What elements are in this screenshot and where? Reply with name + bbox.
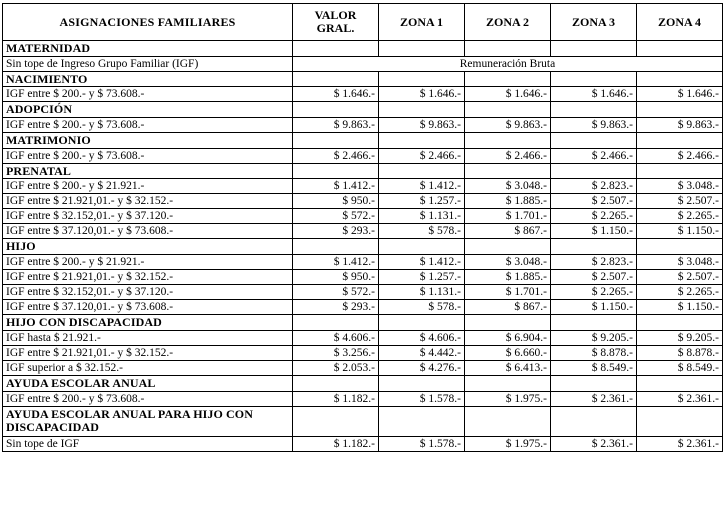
header-row [3,4,723,41]
table-row [3,270,723,285]
row-label: IGF entre $ 200.- y $ 73.608.- [3,117,293,132]
section-heading-label: PRENATAL [3,163,293,179]
row-label: IGF entre $ 200.- y $ 21.921.- [3,255,293,270]
empty-cell [379,71,465,87]
amount-cell: $ 2.361.- [551,436,637,451]
amount-cell: $ 1.131.- [379,285,465,300]
section-heading-label: NACIMIENTO [3,71,293,87]
row-label: IGF entre $ 200.- y $ 21.921.- [3,179,293,194]
amount-cell: $ 2.466.- [465,148,551,163]
amount-cell: $ 8.878.- [637,345,723,360]
amount-cell: $ 4.606.- [379,330,465,345]
empty-cell [551,406,637,436]
empty-cell [379,376,465,392]
empty-cell [379,406,465,436]
empty-cell [637,406,723,436]
empty-cell [293,132,379,148]
amount-cell: $ 2.823.- [551,255,637,270]
amount-cell: $ 8.878.- [551,345,637,360]
amount-cell: $ 1.150.- [551,300,637,315]
amount-cell: $ 572.- [293,209,379,224]
row-label: IGF entre $ 21.921,01.- y $ 32.152.- [3,194,293,209]
row-label: IGF entre $ 32.152,01.- y $ 37.120.- [3,209,293,224]
empty-cell [465,71,551,87]
amount-cell: $ 2.361.- [637,391,723,406]
section-heading-label: AYUDA ESCOLAR ANUAL [3,376,293,392]
amount-cell: $ 1.701.- [465,285,551,300]
row-label: IGF entre $ 37.120,01.- y $ 73.608.- [3,300,293,315]
section-heading-row [3,376,723,392]
section-heading-label: HIJO CON DISCAPACIDAD [3,315,293,331]
row-label: Sin tope de Ingreso Grupo Familiar (IGF) [3,56,293,71]
column-header-zona-3: ZONA 3 [551,4,637,41]
section-heading-row [3,239,723,255]
section-heading-label: HIJO [3,239,293,255]
table-body [3,41,723,452]
amount-cell: $ 2.053.- [293,361,379,376]
row-label: IGF entre $ 32.152,01.- y $ 37.120.- [3,285,293,300]
amount-cell: $ 6.660.- [465,345,551,360]
amount-cell: $ 2.265.- [551,209,637,224]
amount-cell: $ 2.823.- [551,179,637,194]
amount-cell: $ 578.- [379,224,465,239]
empty-cell [637,315,723,331]
amount-cell: $ 9.205.- [551,330,637,345]
amount-cell: $ 293.- [293,224,379,239]
row-label: IGF entre $ 200.- y $ 73.608.- [3,148,293,163]
row-label: IGF superior a $ 32.152.- [3,361,293,376]
table-row [3,87,723,102]
empty-cell [637,239,723,255]
amount-cell: $ 9.863.- [293,117,379,132]
row-label: IGF entre $ 21.921,01.- y $ 32.152.- [3,270,293,285]
empty-cell [379,239,465,255]
row-label: IGF hasta $ 21.921.- [3,330,293,345]
column-header-zona-4: ZONA 4 [637,4,723,41]
amount-cell: $ 4.606.- [293,330,379,345]
amount-cell: $ 6.413.- [465,361,551,376]
amount-cell: $ 1.150.- [637,300,723,315]
amount-cell: $ 4.442.- [379,345,465,360]
empty-cell [293,163,379,179]
amount-cell: $ 2.466.- [551,148,637,163]
amount-cell: $ 4.276.- [379,361,465,376]
amount-cell: $ 3.048.- [637,255,723,270]
empty-cell [551,163,637,179]
table-row [3,255,723,270]
empty-cell [465,132,551,148]
amount-cell: $ 2.507.- [637,270,723,285]
amount-cell: $ 2.361.- [637,436,723,451]
amount-cell: $ 1.646.- [379,87,465,102]
column-header-concept: ASIGNACIONES FAMILIARES [3,4,293,41]
empty-cell [293,239,379,255]
amount-cell: $ 1.975.- [465,436,551,451]
table-row [3,224,723,239]
empty-cell [465,315,551,331]
amount-cell: $ 3.048.- [465,255,551,270]
amount-cell: $ 867.- [465,224,551,239]
amount-cell: $ 2.361.- [551,391,637,406]
empty-cell [379,132,465,148]
amount-cell: $ 2.265.- [637,285,723,300]
amount-cell: $ 1.885.- [465,270,551,285]
section-heading-row [3,102,723,118]
column-header-zona-2: ZONA 2 [465,4,551,41]
row-label: IGF entre $ 200.- y $ 73.608.- [3,87,293,102]
amount-cell: $ 9.863.- [379,117,465,132]
table-row [3,194,723,209]
row-label: Sin tope de IGF [3,436,293,451]
amount-cell: $ 1.578.- [379,391,465,406]
amount-cell: $ 1.578.- [379,436,465,451]
amount-cell: $ 2.265.- [551,285,637,300]
amount-cell: $ 3.048.- [465,179,551,194]
table-row [3,285,723,300]
table-row [3,148,723,163]
empty-cell [379,315,465,331]
table-row [3,117,723,132]
empty-cell [637,41,723,57]
table-row [3,300,723,315]
row-label: IGF entre $ 21.921,01.- y $ 32.152.- [3,345,293,360]
amount-cell: $ 2.507.- [551,194,637,209]
amount-cell: $ 1.975.- [465,391,551,406]
amount-cell: $ 9.205.- [637,330,723,345]
amount-cell: $ 9.863.- [465,117,551,132]
column-header-valor-gral-line1: VALOR [314,8,357,23]
column-header-valor-gral [293,4,379,41]
amount-cell: $ 1.646.- [465,87,551,102]
empty-cell [465,41,551,57]
section-heading-row [3,132,723,148]
amount-cell: $ 1.131.- [379,209,465,224]
empty-cell [293,41,379,57]
amount-cell: $ 2.507.- [637,194,723,209]
empty-cell [293,102,379,118]
amount-cell: $ 1.412.- [293,179,379,194]
empty-cell [637,163,723,179]
column-header-valor-gral-line2: GRAL. [316,21,355,35]
row-note-value: Remuneración Bruta [293,56,723,71]
empty-cell [465,163,551,179]
table-row [3,179,723,194]
amount-cell: $ 2.507.- [551,270,637,285]
column-header-zona-1: ZONA 1 [379,4,465,41]
empty-cell [379,163,465,179]
row-label: IGF entre $ 37.120,01.- y $ 73.608.- [3,224,293,239]
amount-cell: $ 1.701.- [465,209,551,224]
amount-cell: $ 1.646.- [637,87,723,102]
section-heading-label: MATERNIDAD [3,41,293,57]
table-header [3,4,723,41]
empty-cell [551,71,637,87]
empty-cell [551,102,637,118]
amount-cell: $ 2.466.- [293,148,379,163]
empty-cell [465,406,551,436]
amount-cell: $ 867.- [465,300,551,315]
empty-cell [379,102,465,118]
amount-cell: $ 2.265.- [637,209,723,224]
empty-cell [465,376,551,392]
empty-cell [551,239,637,255]
section-heading-label: ADOPCIÓN [3,102,293,118]
empty-cell [465,239,551,255]
section-heading-label: MATRIMONIO [3,132,293,148]
amount-cell: $ 9.863.- [637,117,723,132]
section-heading-row [3,406,723,436]
empty-cell [637,376,723,392]
amount-cell: $ 1.412.- [379,255,465,270]
empty-cell [293,71,379,87]
amount-cell: $ 2.466.- [379,148,465,163]
amount-cell: $ 1.412.- [379,179,465,194]
amount-cell: $ 9.863.- [551,117,637,132]
amount-cell: $ 1.412.- [293,255,379,270]
amount-cell: $ 2.466.- [637,148,723,163]
amount-cell: $ 1.150.- [637,224,723,239]
empty-cell [551,41,637,57]
amount-cell: $ 950.- [293,194,379,209]
amount-cell: $ 8.549.- [637,361,723,376]
table-row [3,56,723,71]
asignaciones-familiares-table [2,3,723,452]
empty-cell [465,102,551,118]
table-row [3,436,723,451]
table-row [3,209,723,224]
table-row [3,345,723,360]
amount-cell: $ 6.904.- [465,330,551,345]
empty-cell [637,71,723,87]
empty-cell [637,102,723,118]
amount-cell: $ 3.048.- [637,179,723,194]
amount-cell: $ 293.- [293,300,379,315]
amount-cell: $ 3.256.- [293,345,379,360]
amount-cell: $ 950.- [293,270,379,285]
section-heading-row [3,315,723,331]
amount-cell: $ 1.182.- [293,436,379,451]
amount-cell: $ 1.257.- [379,270,465,285]
empty-cell [293,406,379,436]
section-heading-label: AYUDA ESCOLAR ANUAL PARA HIJO CON DISCAPACIDAD [3,406,293,436]
row-label: IGF entre $ 200.- y $ 73.608.- [3,391,293,406]
empty-cell [551,376,637,392]
amount-cell: $ 578.- [379,300,465,315]
amount-cell: $ 1.885.- [465,194,551,209]
amount-cell: $ 572.- [293,285,379,300]
table-row [3,330,723,345]
table-row [3,391,723,406]
amount-cell: $ 1.646.- [551,87,637,102]
amount-cell: $ 1.646.- [293,87,379,102]
section-heading-row [3,41,723,57]
empty-cell [551,132,637,148]
section-heading-row [3,71,723,87]
empty-cell [293,315,379,331]
amount-cell: $ 1.182.- [293,391,379,406]
amount-cell: $ 1.257.- [379,194,465,209]
amount-cell: $ 1.150.- [551,224,637,239]
empty-cell [551,315,637,331]
empty-cell [637,132,723,148]
empty-cell [293,376,379,392]
table-row [3,361,723,376]
empty-cell [379,41,465,57]
amount-cell: $ 8.549.- [551,361,637,376]
section-heading-row [3,163,723,179]
